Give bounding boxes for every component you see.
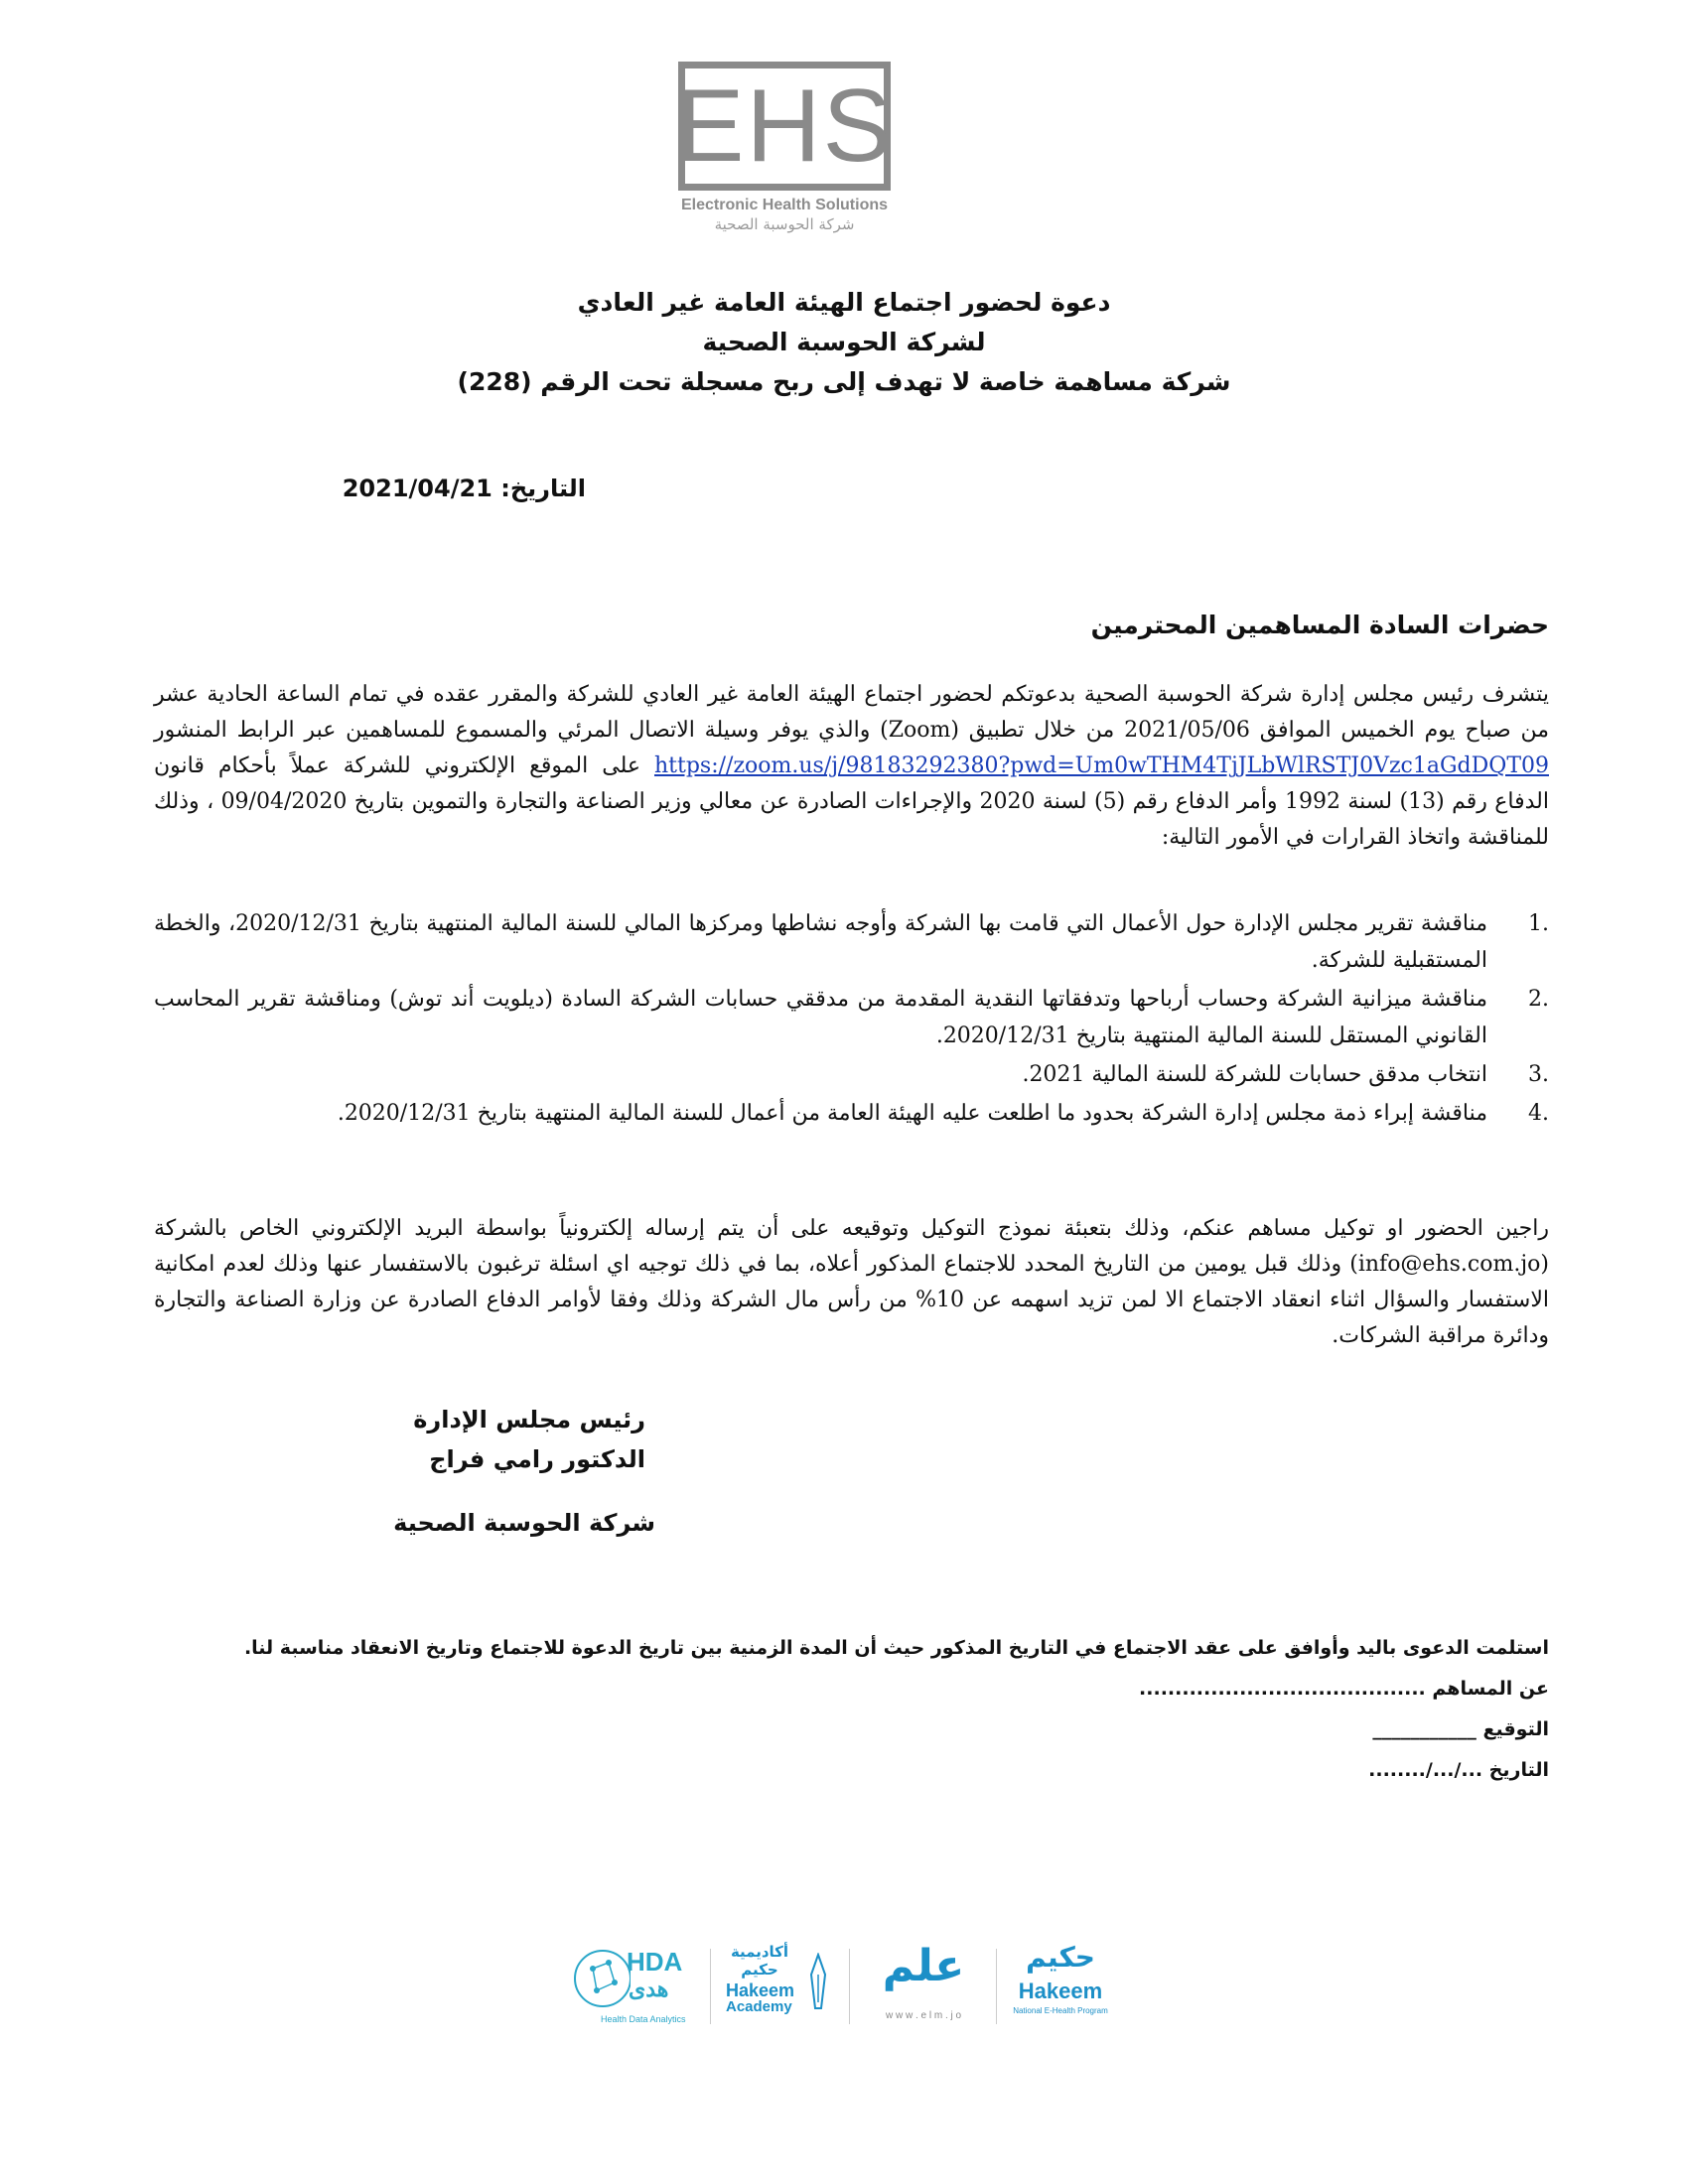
intro-text-continued: على الموقع الإلكتروني للشركة عملاً بأحكام قانون الدفاع رقم (13) لسنة 1992 وأمر الدفاع رقم (5) لسنة 2020 والإجراءات الصادرة عن معالي وزير الصناعة والتجارة والتموين بتاريخ 09/04/2020 ، وذلك للمناقشة واتخاذ القرارات في الأمور التالية: bbox=[154, 753, 1549, 850]
footer-logos bbox=[571, 1941, 1127, 2030]
agenda-number: .1 bbox=[1528, 911, 1549, 936]
hda-sub: Health Data Analytics bbox=[601, 2014, 686, 2024]
intro-text: يتشرف رئيس مجلس إدارة شركة الحوسبة الصحية بدعوتكم لحضور اجتماع الهيئة العامة غير العادي للشركة والمقرر عقده في تمام الساعة الحادية عشر من صباح يوم الخميس الموافق 2021/05/06 من خلال تطبيق (Zoom) والذي يوفر وسيلة الاتصال المرئي والمسموع للمساهمين عبر الرابط المنشور bbox=[154, 682, 1549, 743]
logo-arabic-name: شركة الحوسبة الصحية bbox=[714, 215, 855, 233]
closing-paragraph: راجين الحضور او توكيل مساهم عنكم، وذلك بتعبئة نموذج التوكيل وتوقيعه على أن يتم إرساله إلكترونياً بواسطة البريد الإلكتروني الخاص بالشركة (info@ehs.com.jo) وذلك قبل يومين من التاريخ المحدد للاجتماع المذكور أعلاه، بما في ذلك توجيه اي اسئلة ترغبون بالاستفسار عنها وذلك لعدم امكانية الاستفسار والسؤال اثناء انعقاد الاجتماع الا لمن تزيد اسهمه عن 10% من رأس مال الشركة وذلك وفقا لأوامر الدفاع الصادرة عن وزارة الصناعة والتجارة ودائرة مراقبة الشركات. bbox=[154, 1216, 1550, 1348]
hakeem-academy-logo bbox=[720, 1941, 839, 2030]
agenda-item bbox=[154, 905, 1549, 979]
elm-ar: علم bbox=[882, 1941, 965, 1991]
ack-date-line: التاريخ .../.../........ bbox=[1368, 1759, 1549, 1781]
document-date bbox=[328, 475, 586, 502]
agenda-item bbox=[154, 981, 1549, 1054]
agenda-number: .3 bbox=[1528, 1062, 1549, 1087]
divider bbox=[849, 1949, 850, 2024]
signatory-name: الدكتور رامي فراج bbox=[429, 1445, 645, 1473]
date-label: التاريخ: bbox=[500, 475, 586, 502]
logo-mark: EHS bbox=[675, 68, 894, 184]
agenda-item bbox=[154, 1095, 1549, 1132]
brain-icon bbox=[571, 1941, 631, 2020]
hakeem-logo bbox=[1006, 1941, 1127, 2030]
document-title bbox=[328, 283, 1360, 402]
hda-ar: هدى bbox=[629, 1977, 669, 2001]
acknowledgement-block bbox=[154, 1628, 1549, 1791]
academy-en2: Academy bbox=[726, 1998, 792, 2015]
agenda-text: مناقشة إبراء ذمة مجلس إدارة الشركة بحدود ما اطلعت عليه الهيئة العامة من أعمال للسنة المالية المنتهية بتاريخ 2020/12/31. bbox=[337, 1101, 1487, 1126]
shareholder-line: عن المساهم ........................................ bbox=[1139, 1678, 1549, 1700]
date-value: 2021/04/21 bbox=[342, 475, 492, 502]
signatory-title: رئيس مجلس الإدارة bbox=[413, 1406, 645, 1433]
zoom-link[interactable]: https://zoom.us/j/98183292380?pwd=Um0wTHM4TjJLbWlRSTJ0Vzc1aGdDQT09 bbox=[653, 753, 1549, 778]
elm-sub: w w w . e l m . j o bbox=[885, 2010, 962, 2021]
salutation: حضرات السادة المساهمين المحترمين bbox=[1090, 611, 1549, 639]
signatory-company: شركة الحوسبة الصحية bbox=[393, 1509, 655, 1537]
hda-logo bbox=[571, 1941, 690, 2030]
agenda-text: مناقشة ميزانية الشركة وحساب أرباحها وتدفقاتها النقدية المقدمة من مدققي حسابات الشركة السادة (ديلويت أند توش) ومناقشة تقرير المحاسب القانوني المستقل للسنة المالية المنتهية بتاريخ 2020/12/31. bbox=[154, 987, 1487, 1048]
title-line: دعوة لحضور اجتماع الهيئة العامة غير العادي bbox=[577, 288, 1111, 317]
hakeem-sub: National E-Health Program bbox=[1013, 2006, 1108, 2015]
academy-en1: Hakeem bbox=[726, 1980, 795, 2000]
company-logo bbox=[675, 62, 894, 191]
hakeem-ar: حكيم bbox=[1026, 1941, 1095, 1974]
acknowledgement-statement: استلمت الدعوى باليد وأوافق على عقد الاجتماع في التاريخ المذكور حيث أن المدة الزمنية بين تاريخ الدعوة للاجتماع وتاريخ الانعقاد مناسبة لنا. bbox=[243, 1637, 1549, 1659]
agenda-item bbox=[154, 1056, 1549, 1093]
signature-block bbox=[328, 1400, 645, 1479]
divider bbox=[996, 1949, 997, 2024]
agenda-list bbox=[154, 905, 1549, 1134]
academy-ar: أكاديمية حكيم bbox=[730, 1943, 789, 1979]
agenda-text: انتخاب مدقق حسابات للشركة للسنة المالية 2021. bbox=[1022, 1062, 1487, 1087]
divider bbox=[710, 1949, 711, 2024]
pen-icon bbox=[807, 1953, 829, 2012]
agenda-text: مناقشة تقرير مجلس الإدارة حول الأعمال التي قامت بها الشركة وأوجه نشاطها ومركزها المالي للسنة المالية المنتهية بتاريخ 2020/12/31، والخطة المستقبلية للشركة. bbox=[154, 911, 1487, 973]
signature-line: التوقيع ___________ bbox=[1372, 1718, 1549, 1740]
title-line: شركة مساهمة خاصة لا تهدف إلى ربح مسجلة تحت الرقم (228) bbox=[457, 367, 1231, 396]
logo-english-name: Electronic Health Solutions bbox=[680, 197, 889, 213]
intro-paragraph bbox=[154, 677, 1549, 856]
title-line: لشركة الحوسبة الصحية bbox=[702, 328, 986, 356]
hda-en: HDA bbox=[627, 1947, 683, 1977]
hakeem-en: Hakeem bbox=[1018, 1979, 1103, 2003]
elm-logo bbox=[859, 1941, 988, 2030]
agenda-number: .2 bbox=[1528, 987, 1549, 1012]
agenda-number: .4 bbox=[1528, 1101, 1549, 1126]
